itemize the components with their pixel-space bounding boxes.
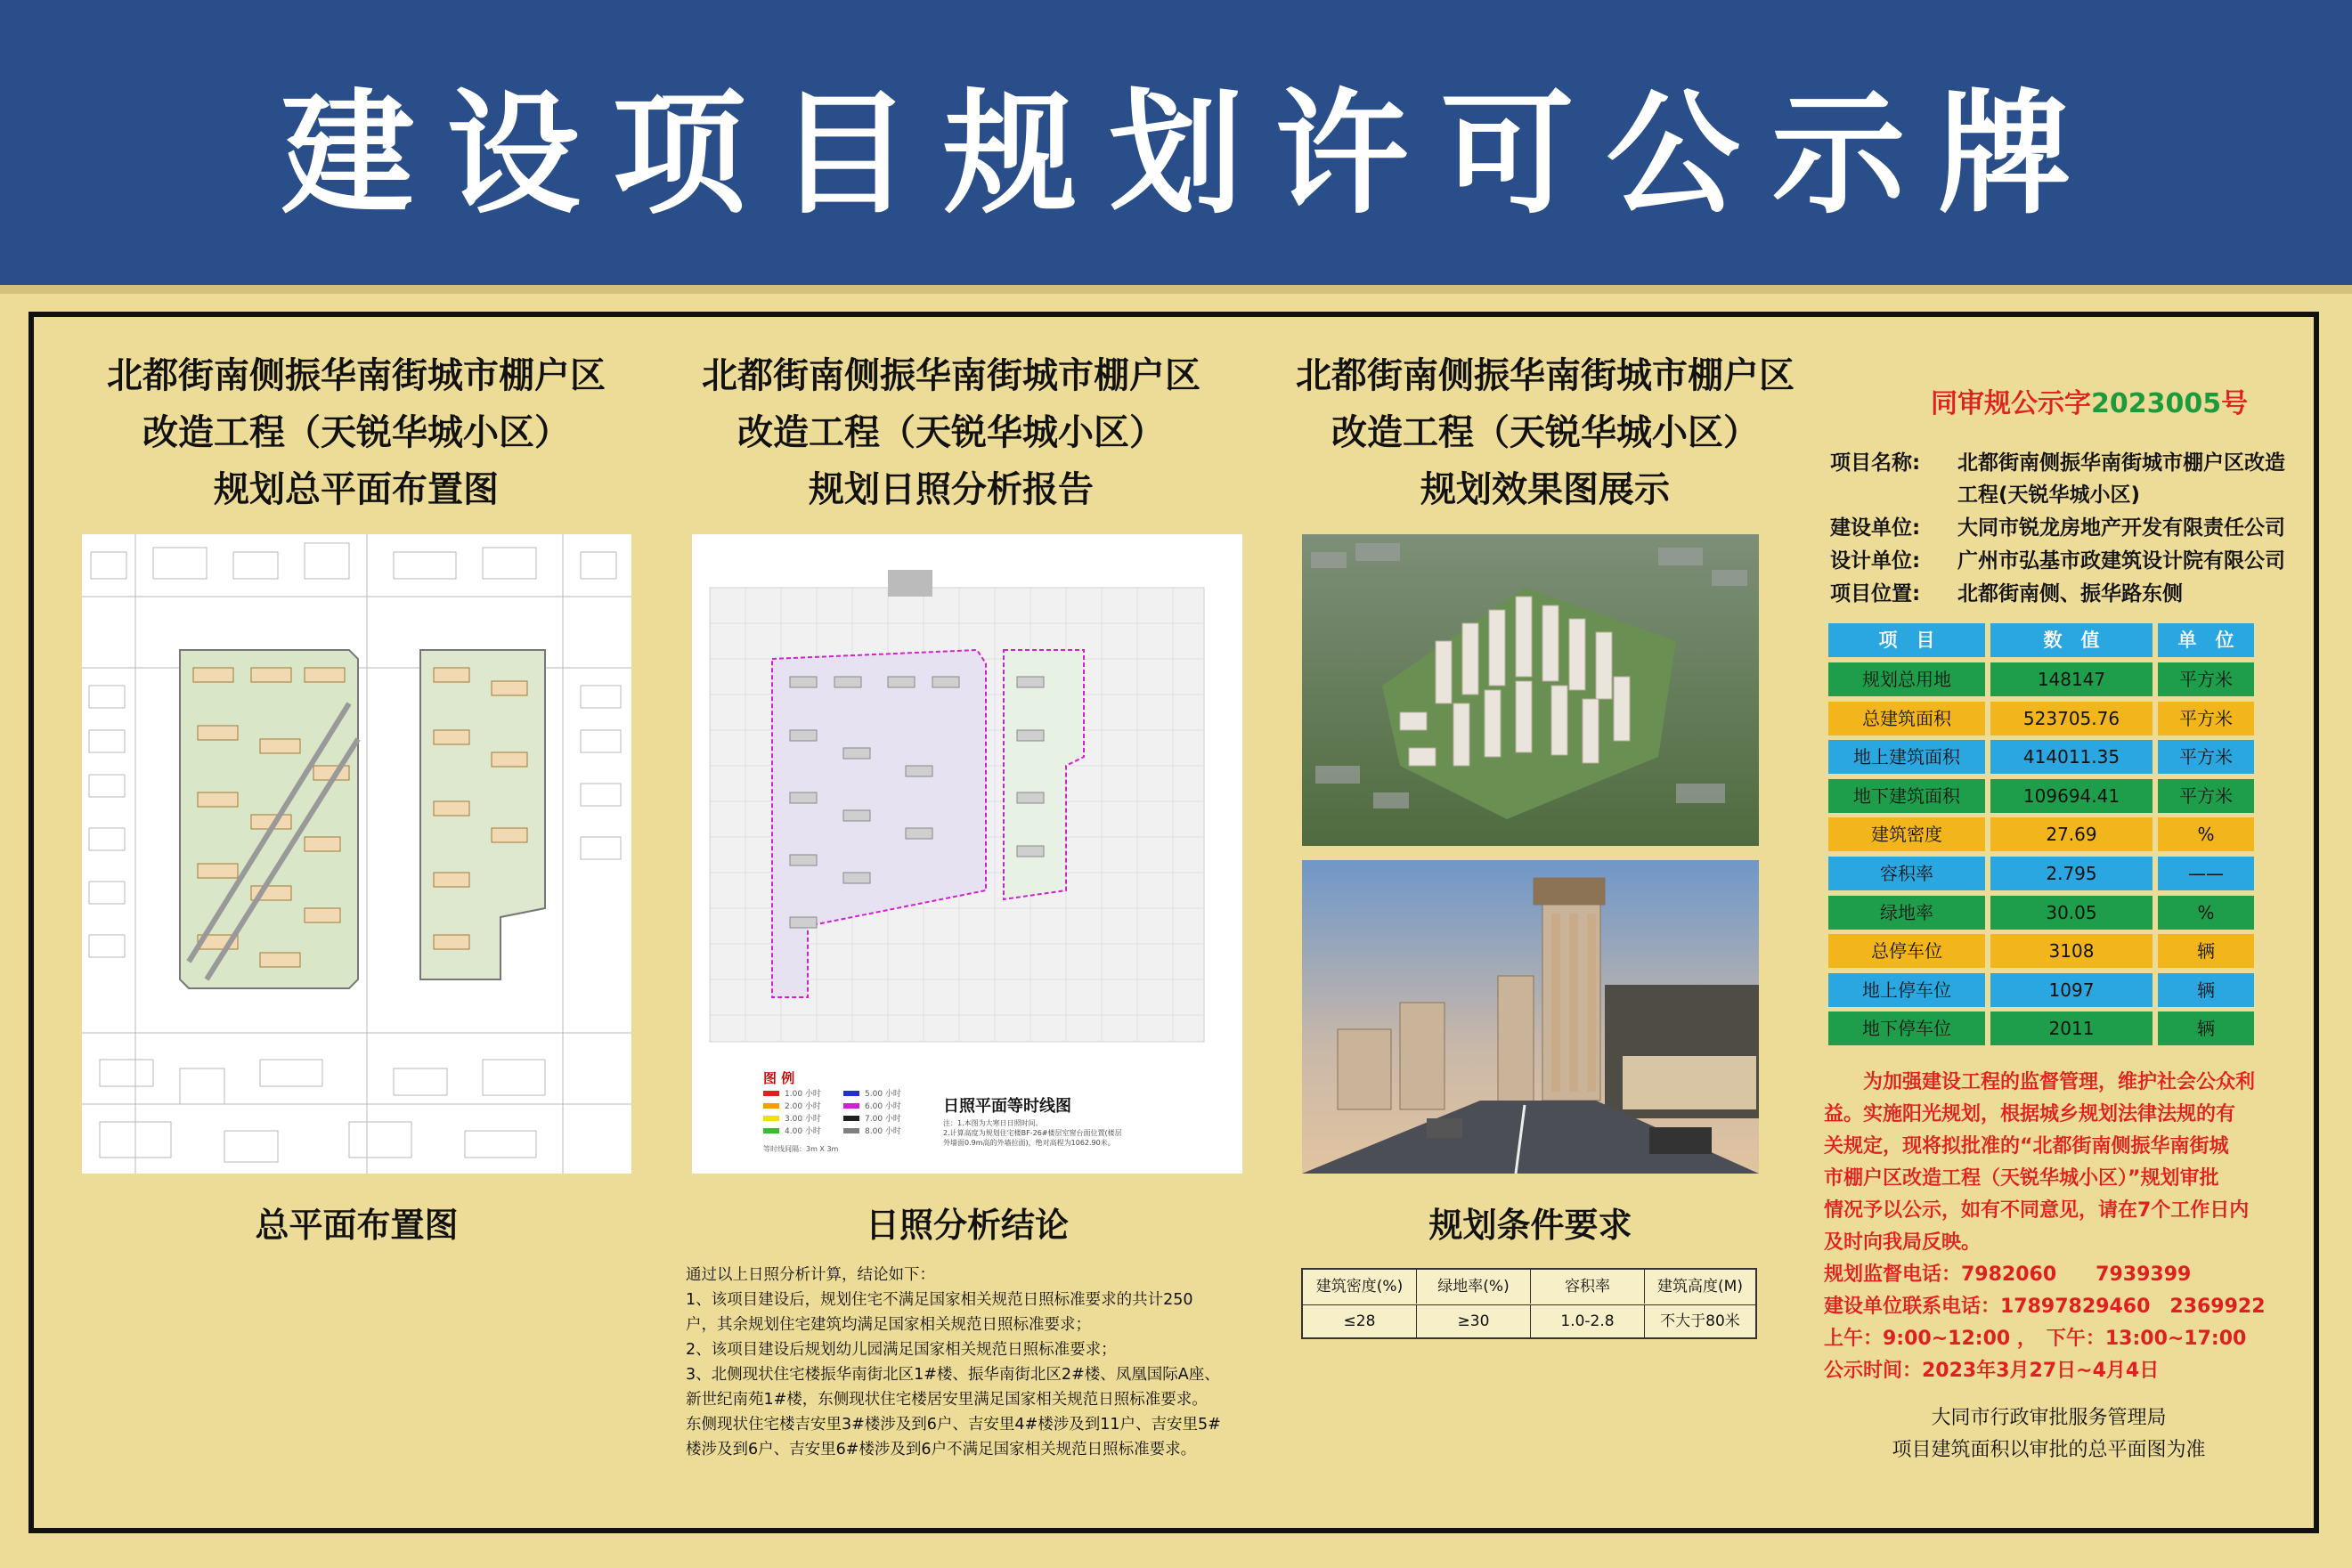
legend-label: 7.00 小时 [865,1115,901,1124]
notice-number-prefix: 同审规公示字 [1931,388,2091,419]
title-line: 改造工程（天锐华城小区） [737,412,1165,453]
info-location [1830,578,2329,610]
spec-item-cell: 建筑密度 [1828,817,1985,851]
legend-label: 8.00 小时 [865,1127,901,1136]
info-developer [1830,512,2329,544]
rendering-title [1251,347,1839,518]
info-project-name [1830,447,2329,511]
issuer-footer [1824,1402,2274,1466]
legend-swatch [843,1103,859,1109]
spec-value-cell: 27.69 [1990,817,2153,851]
notice-line: 关规定，现将拟批准的“北都街南侧振华南街城 [1824,1135,2229,1158]
conclusion-line: 户，其余规划住宅建筑均满足国家相关规范日照标准要求； [686,1316,1091,1334]
notice-line: 公示时间：2023年3月27日~4月4日 [1824,1360,2160,1382]
spec-item-cell: 总停车位 [1828,934,1985,968]
conclusion-line: 通过以上日照分析计算，结论如下： [686,1266,935,1284]
spec-value-cell: 148147 [1990,662,2153,696]
spec-item-cell: 地上建筑面积 [1828,740,1985,774]
spec-unit-cell: 平方米 [2158,662,2254,696]
sunlight-analysis-image [692,534,1242,1174]
conclusion-line: 3、北侧现状住宅楼振华南街北区1#楼、振华南街北区2#楼、凤凰国际A座、 [686,1366,1220,1384]
planning-conditions-caption: 规划条件要求 [1428,1206,1632,1245]
legend-label: 1.00 小时 [785,1090,821,1099]
legend-grid-note: 等时线间隔：3m X 3m [763,1145,839,1153]
spec-value-cell: 2.795 [1990,857,2153,890]
conclusion-line: 楼涉及到6户、吉安里6#楼涉及到6户不满足国家相关规范日照标准要求。 [686,1441,1197,1458]
notice-line: 规划监督电话：7982060 7939399 [1824,1263,2192,1286]
board-title: 建设项目规划许可公示牌 [281,77,2104,232]
legend-label: 3.00 小时 [785,1115,821,1124]
note-line: 2.计算高度为规划住宅楼BF-26#楼层室窗台面位置(楼层 [943,1129,1122,1137]
planning-conditions-table [1301,1268,1757,1339]
table-header-cell: 建筑高度(M) [1657,1278,1743,1296]
notice-line: 及时向我局反映。 [1824,1231,1982,1254]
notice-line: 市棚户区改造工程（天锐华城小区）”规划审批 [1824,1167,2219,1190]
table-cell: ≤28 [1303,1304,1417,1338]
legend-swatch [763,1091,779,1096]
spec-value-cell: 414011.35 [1990,740,2153,774]
title-line: 规划日照分析报告 [809,469,1094,510]
spec-item-cell: 地上停车位 [1828,973,1985,1007]
info-key: 项目位置: [1830,582,1921,605]
table-cell: ≥30 [1417,1304,1531,1338]
spec-unit-cell: 平方米 [2158,779,2254,813]
spec-item-cell: 总建筑面积 [1828,702,1985,735]
spec-unit-cell: 平方米 [2158,740,2254,774]
title-line: 改造工程（天锐华城小区） [1331,412,1759,453]
spec-unit-cell: 辆 [2158,1011,2254,1045]
board-header [0,0,2352,294]
legend-label: 5.00 小时 [865,1090,901,1099]
legend-label: 4.00 小时 [785,1127,821,1136]
title-line: 规划效果图展示 [1420,469,1670,510]
legend-swatch [763,1103,779,1109]
notice-statement [1824,1067,2274,1387]
legend-swatch [843,1116,859,1121]
info-value [1957,447,2332,511]
title-line: 北都街南侧振华南街城市棚户区 [702,355,1200,396]
spec-item-cell: 容积率 [1828,857,1985,890]
spec-value-cell: 523705.76 [1990,702,2153,735]
notice-line: 益。实施阳光规划，根据城乡规划法律法规的有 [1824,1103,2236,1125]
legend-label: 2.00 小时 [785,1102,821,1111]
spec-item-cell: 地下停车位 [1828,1011,1985,1045]
notice-line: 建设单位联系电话：17897829460 2369922 [1824,1296,2266,1318]
spec-header-cell: 项 目 [1828,623,1985,657]
legend-swatch [843,1091,859,1096]
legend-title: 图 例 [763,1070,795,1086]
spec-unit-cell: % [2158,817,2254,851]
table-header-cell: 容积率 [1531,1270,1645,1304]
title-line: 北都街南侧振华南街城市棚户区 [107,355,606,396]
notice-number-suffix: 号 [2221,388,2249,419]
spec-item-cell: 地下建筑面积 [1828,779,1985,813]
spec-header-cell: 单 位 [2158,623,2254,657]
table-header-cell: 绿地率(%) [1417,1270,1531,1304]
spec-value-cell: 3108 [1990,934,2153,968]
conclusion-line: 东侧现状住宅楼吉安里3#楼涉及到6户、吉安里4#楼涉及到11户、吉安里5# [686,1416,1221,1434]
info-value: 北都街南侧、振华路东侧 [1957,582,2183,605]
title-line: 北都街南侧振华南街城市棚户区 [1296,355,1795,396]
sun-map-notes [943,1118,1122,1148]
table-header-cell: 建筑密度(%) [1303,1270,1417,1304]
notice-line: 为加强建设工程的监督管理，维护社会公众利 [1824,1071,2256,1093]
spec-value-cell: 109694.41 [1990,779,2153,813]
info-value-line: 北都街南侧振华南街城市棚户区改造 [1957,451,2285,475]
spec-unit-cell: 平方米 [2158,702,2254,735]
spec-unit-cell: 辆 [2158,934,2254,968]
spec-item-cell: 规划总用地 [1828,662,1985,696]
info-value-line: 工程(天锐华城小区) [1957,483,2141,507]
conclusion-line: 2、该项目建设后规划幼儿园满足国家相关规范日照标准要求； [686,1341,1117,1359]
area-note: 项目建筑面积以审批的总平面图为准 [1892,1439,2206,1461]
note-line: 外墙面0.9m高的外墙拉面)，绝对高程为1062.90米。 [943,1139,1115,1147]
info-value: 广州市弘基市政建筑设计院有限公司 [1957,549,2285,573]
sunlight-report-title [657,347,1245,518]
info-designer [1830,545,2329,577]
spec-unit-cell: % [2158,896,2254,930]
site-plan-caption: 总平面布置图 [255,1206,459,1245]
legend-swatch [763,1116,779,1121]
aerial-rendering-image [1302,534,1759,846]
legend-swatch [763,1128,779,1133]
spec-unit-cell: 辆 [2158,973,2254,1007]
sunlight-conclusion-caption: 日照分析结论 [865,1206,1069,1245]
title-line: 规划总平面布置图 [214,469,499,510]
table-cell: 1.0-2.8 [1531,1304,1645,1338]
legend-label: 6.00 小时 [865,1102,901,1111]
spec-header-cell: 数 值 [1990,623,2153,657]
conclusion-line: 新世纪南苑1#楼，东侧现状住宅楼居安里满足国家相关规范日照标准要求。 [686,1391,1208,1409]
spec-value-cell: 1097 [1990,973,2153,1007]
note-line: 注：1.本图为大寒日日照时间。 [943,1119,1043,1127]
legend-swatch [843,1128,859,1133]
site-plan-image [82,534,631,1174]
notice-number [1931,381,2248,420]
issuer-name: 大同市行政审批服务管理局 [1931,1407,2167,1429]
notice-line: 上午：9:00~12:00 ， 下午：13:00~17:00 [1824,1328,2247,1350]
notice-line: 情况予以公示，如有不同意见，请在7个工作日内 [1824,1199,2250,1222]
spec-unit-cell: —— [2158,857,2254,890]
sunlight-conclusion-text [686,1263,1274,1462]
sunlight-legend [763,1091,924,1162]
site-plan-title [62,347,650,518]
conclusion-line: 1、该项目建设后，规划住宅不满足国家相关规范日照标准要求的共计250 [686,1291,1193,1309]
info-key: 建设单位: [1830,516,1921,540]
spec-value-cell: 30.05 [1990,896,2153,930]
table-cell: 不大于80米 [1660,1312,1740,1330]
title-line: 改造工程（天锐华城小区） [142,412,570,453]
sun-map-title: 日照平面等时线图 [943,1097,1071,1116]
info-key: 项目名称: [1830,451,1921,475]
spec-item-cell: 绿地率 [1828,896,1985,930]
street-rendering-image [1302,860,1759,1174]
notice-number-value: 2023005 [2091,388,2222,419]
info-key: 设计单位: [1830,549,1921,573]
spec-value-cell: 2011 [1990,1011,2153,1045]
info-value: 大同市锐龙房地产开发有限责任公司 [1957,516,2285,540]
